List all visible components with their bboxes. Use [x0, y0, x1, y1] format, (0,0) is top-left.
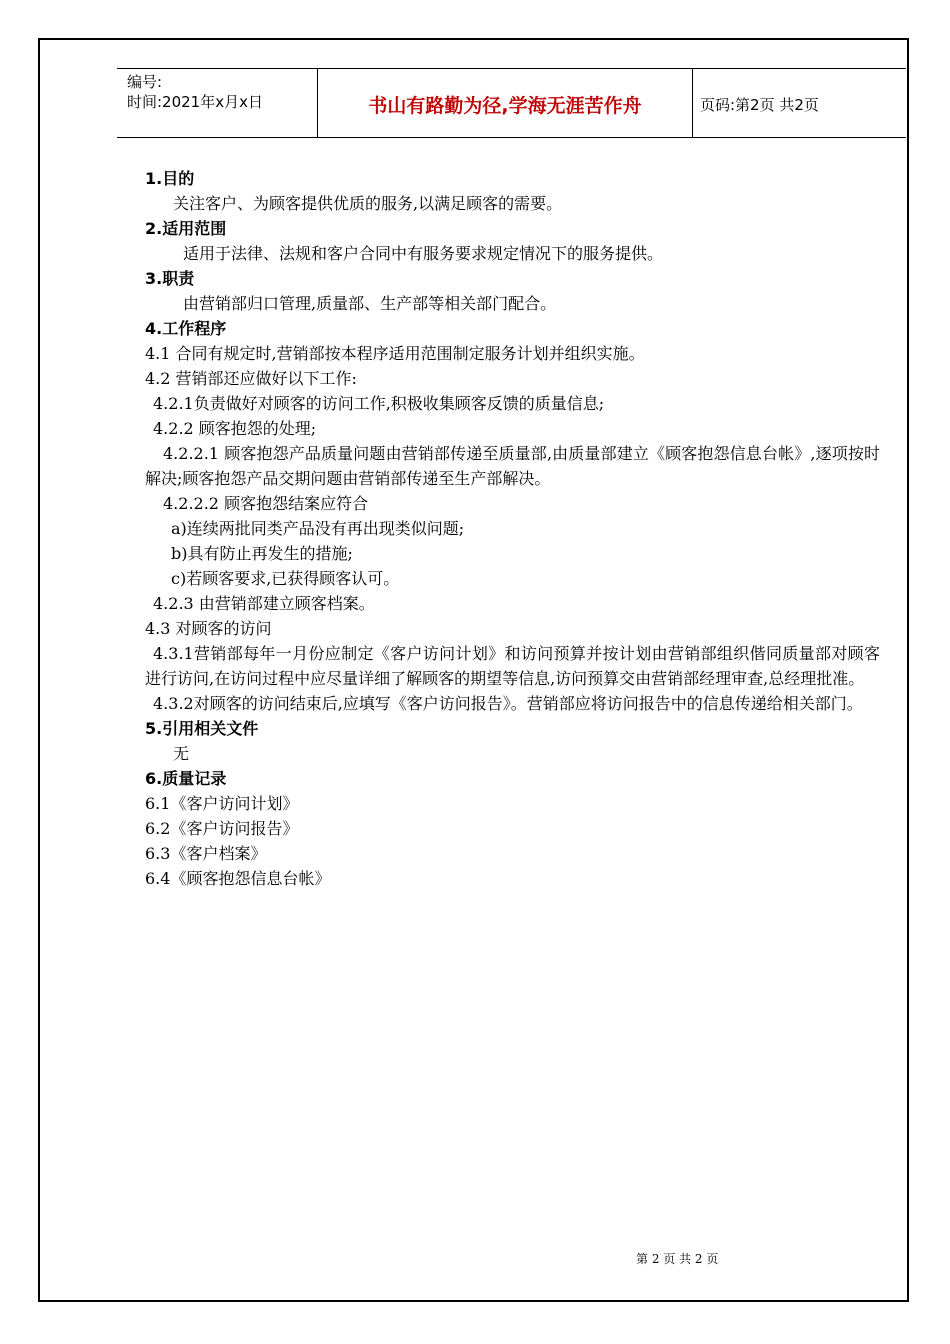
header-page-number: 页码:第2页 共2页 — [700, 96, 819, 114]
document-header — [117, 68, 906, 138]
paragraph: 4.3.2对顾客的访问结束后,应填写《客户访问报告》。营销部应将访问报告中的信息传递给相关部门。 — [153, 694, 863, 713]
list-item: c)若顾客要求,已获得顾客认可。 — [171, 569, 400, 588]
document-body — [145, 166, 880, 891]
paragraph: 4.3.1营销部每年一月份应制定《客户访问计划》和访问预算并按计划由营销部组织偕同质量部对顾客进行访问,在访问过程中应尽量详细了解顾客的期望等信息,访问预算交由营销部经理审查,总经理批准。 — [145, 644, 880, 688]
section-heading: 4.工作程序 — [145, 319, 227, 338]
header-info-cell — [117, 69, 317, 137]
paragraph: 4.2.2.2 顾客抱怨结案应符合 — [163, 494, 369, 513]
motto-text: 书山有路勤为径,学海无涯苦作舟 — [368, 95, 642, 117]
section-heading: 5.引用相关文件 — [145, 719, 259, 738]
paragraph: 4.1 合同有规定时,营销部按本程序适用范围制定服务计划并组织实施。 — [145, 344, 645, 363]
document-number-label: 编号: — [127, 73, 163, 91]
record-item: 6.4《顾客抱怨信息台帐》 — [145, 869, 331, 888]
header-motto-cell — [317, 69, 693, 137]
paragraph: 适用于法律、法规和客户合同中有服务要求规定情况下的服务提供。 — [183, 244, 664, 263]
paragraph: 无 — [173, 744, 190, 763]
paragraph: 4.2.2.1 顾客抱怨产品质量问题由营销部传递至质量部,由质量部建立《顾客抱怨信息台帐》,逐项按时解决;顾客抱怨产品交期问题由营销部传递至生产部解决。 — [145, 444, 880, 488]
section-heading: 6.质量记录 — [145, 769, 227, 788]
paragraph: 4.2.2 顾客抱怨的处理; — [153, 419, 317, 438]
document-date: 时间:2021年x月x日 — [127, 93, 263, 111]
record-item: 6.3《客户档案》 — [145, 844, 267, 863]
section-heading: 2.适用范围 — [145, 219, 227, 238]
footer-page-number: 第 2 页 共 2 页 — [636, 1252, 719, 1266]
paragraph: 4.3 对顾客的访问 — [145, 619, 272, 638]
paragraph: 关注客户、为顾客提供优质的服务,以满足顾客的需要。 — [173, 194, 563, 213]
paragraph: 由营销部归口管理,质量部、生产部等相关部门配合。 — [183, 294, 557, 313]
list-item: a)连续两批同类产品没有再出现类似问题; — [171, 519, 465, 538]
record-item: 6.1《客户访问计划》 — [145, 794, 299, 813]
paragraph: 4.2 营销部还应做好以下工作: — [145, 369, 357, 388]
paragraph: 4.2.3 由营销部建立顾客档案。 — [153, 594, 375, 613]
section-heading: 1.目的 — [145, 169, 195, 188]
section-heading: 3.职责 — [145, 269, 195, 288]
paragraph: 4.2.1负责做好对顾客的访问工作,积极收集顾客反馈的质量信息; — [153, 394, 605, 413]
list-item: b)具有防止再发生的措施; — [171, 544, 353, 563]
header-page-cell — [692, 69, 906, 137]
record-item: 6.2《客户访问报告》 — [145, 819, 299, 838]
